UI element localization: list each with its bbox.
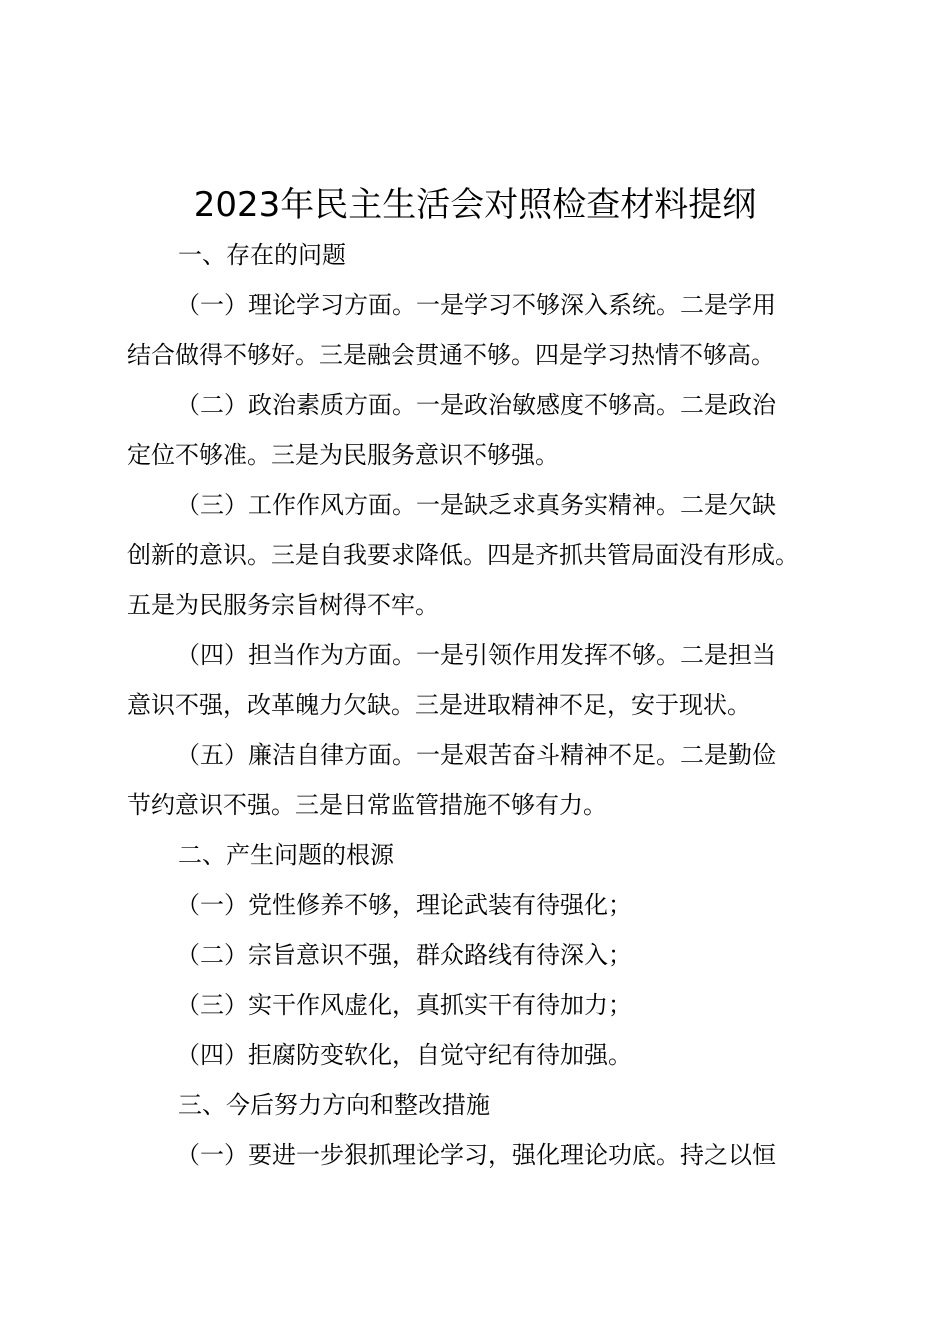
list-item: （二）宗旨意识不强，群众路线有待深入； — [176, 941, 632, 969]
paragraph-line: （二）政治素质方面。一是政治敏感度不够高。二是政治 — [176, 391, 776, 419]
section-heading-3: 三、今后努力方向和整改措施 — [178, 1091, 490, 1119]
list-item: （四）拒腐防变软化，自觉守纪有待加强。 — [176, 1041, 632, 1069]
section-heading-2: 二、产生问题的根源 — [178, 841, 394, 869]
paragraph-line: （四）担当作为方面。一是引领作用发挥不够。二是担当 — [176, 641, 776, 669]
paragraph-line: （一）要进一步狠抓理论学习，强化理论功底。持之以恒 — [176, 1141, 776, 1169]
list-item: （一）党性修养不够，理论武装有待强化； — [176, 891, 632, 919]
list-item: （三）实干作风虚化，真抓实干有待加力； — [176, 991, 632, 1019]
document-title: 2023年民主生活会对照检查材料提纲 — [193, 185, 757, 225]
paragraph-line: 五是为民服务宗旨树得不牢。 — [127, 591, 439, 619]
paragraph-line: （五）廉洁自律方面。一是艰苦奋斗精神不足。二是勤俭 — [176, 741, 776, 769]
paragraph-line: 定位不够准。三是为民服务意识不够强。 — [127, 441, 559, 469]
section-heading-1: 一、存在的问题 — [178, 241, 346, 269]
paragraph-line: 节约意识不强。三是日常监管措施不够有力。 — [127, 791, 607, 819]
paragraph-line: 结合做得不够好。三是融会贯通不够。四是学习热情不够高。 — [127, 341, 775, 369]
paragraph-line: 意识不强，改革魄力欠缺。三是进取精神不足，安于现状。 — [127, 691, 751, 719]
paragraph-line: 创新的意识。三是自我要求降低。四是齐抓共管局面没有形成。 — [127, 541, 799, 569]
paragraph-line: （一）理论学习方面。一是学习不够深入系统。二是学用 — [176, 291, 776, 319]
paragraph-line: （三）工作作风方面。一是缺乏求真务实精神。二是欠缺 — [176, 491, 776, 519]
